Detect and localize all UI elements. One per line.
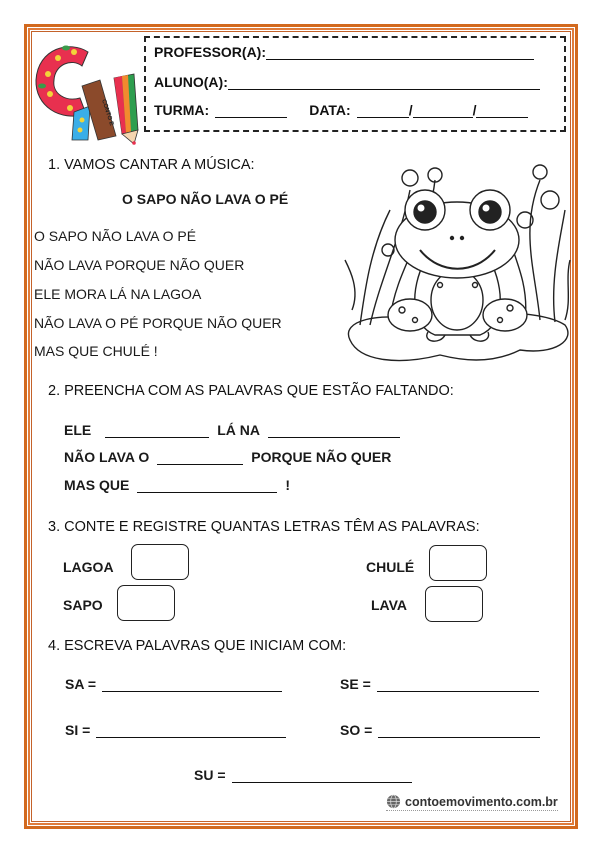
fill-blank[interactable] (105, 425, 209, 438)
word-label-lava: LAVA (371, 597, 408, 613)
globe-icon (386, 794, 401, 809)
fill-blank[interactable] (157, 452, 243, 465)
write-line-se[interactable] (377, 679, 539, 692)
fill-blank[interactable] (268, 425, 400, 438)
word-label-chule: CHULÉ (366, 559, 415, 575)
song-line: NÃO LAVA PORQUE NÃO QUER (34, 257, 245, 273)
syllable-label: SU = (194, 767, 226, 783)
syllable-label: SI = (65, 722, 91, 738)
song-line: ELE MORA LÁ NA LAGOA (34, 286, 202, 302)
turma-input-line[interactable] (215, 105, 287, 118)
fill-row-3 (64, 477, 290, 493)
write-row-si (65, 722, 286, 738)
write-row-so (340, 722, 540, 738)
fill-text: LÁ NA (217, 422, 261, 438)
write-row-sa (65, 676, 282, 692)
turma-data-row (154, 102, 528, 118)
aluno-input-line[interactable] (228, 77, 540, 90)
website-footer (386, 794, 558, 811)
fill-text: ! (285, 477, 291, 493)
fill-text: PORQUE NÃO QUER (251, 449, 392, 465)
aluno-label: ALUNO(A): (154, 74, 228, 90)
professor-row (154, 44, 534, 60)
question-2-title: 2. PREENCHA COM AS PALAVRAS QUE ESTÃO FALTANDO: (48, 383, 454, 399)
svg-text:CONTO E: CONTO E (100, 98, 115, 127)
student-info-box (144, 36, 566, 132)
fill-text: NÃO LAVA O (64, 449, 150, 465)
song-title: O SAPO NÃO LAVA O PÉ (122, 191, 289, 207)
syllable-label: SA = (65, 676, 96, 692)
song-line: NÃO LAVA O PÉ PORQUE NÃO QUER (34, 315, 282, 331)
write-row-su (194, 767, 412, 783)
aluno-row (154, 74, 540, 90)
professor-label: PROFESSOR(A): (154, 44, 266, 60)
turma-label: TURMA: (154, 102, 210, 118)
song-line: MAS QUE CHULÉ ! (34, 343, 158, 359)
question-4-title: 4. ESCREVA PALAVRAS QUE INICIAM COM: (48, 638, 347, 654)
frog-icon (340, 150, 572, 375)
write-line-su[interactable] (232, 770, 412, 783)
word-label-lagoa: LAGOA (63, 559, 114, 575)
write-line-so[interactable] (378, 725, 540, 738)
write-row-se (340, 676, 539, 692)
count-box-chule[interactable] (429, 545, 487, 581)
write-line-si[interactable] (96, 725, 286, 738)
write-line-sa[interactable] (102, 679, 282, 692)
website-link[interactable]: contoemovimento.com.br (405, 794, 558, 809)
date-day-line[interactable] (357, 105, 409, 118)
fill-blank[interactable] (137, 480, 277, 493)
song-line: O SAPO NÃO LAVA O PÉ (34, 228, 197, 244)
count-box-sapo[interactable] (117, 585, 175, 621)
fill-text: MAS QUE (64, 477, 130, 493)
fill-row-1 (64, 422, 400, 438)
word-label-sapo: SAPO (63, 597, 103, 613)
question-1-title: 1. VAMOS CANTAR A MÚSICA: (48, 157, 255, 173)
count-box-lagoa[interactable] (131, 544, 189, 580)
count-box-lava[interactable] (425, 586, 483, 622)
frog-illustration (340, 150, 572, 375)
syllable-label: SO = (340, 722, 373, 738)
date-separator: / (472, 102, 477, 118)
professor-input-line[interactable] (266, 47, 534, 60)
cm-logo (30, 34, 142, 146)
cm-logo-icon (30, 34, 142, 146)
date-separator: / (408, 102, 413, 118)
date-month-line[interactable] (413, 105, 473, 118)
syllable-label: SE = (340, 676, 371, 692)
date-year-line[interactable] (476, 105, 528, 118)
data-label: DATA: (309, 102, 351, 118)
question-3-title: 3. CONTE E REGISTRE QUANTAS LETRAS TÊM AS PALAVRAS: (48, 519, 480, 535)
fill-row-2 (64, 449, 391, 465)
fill-text: ELE (64, 422, 92, 438)
